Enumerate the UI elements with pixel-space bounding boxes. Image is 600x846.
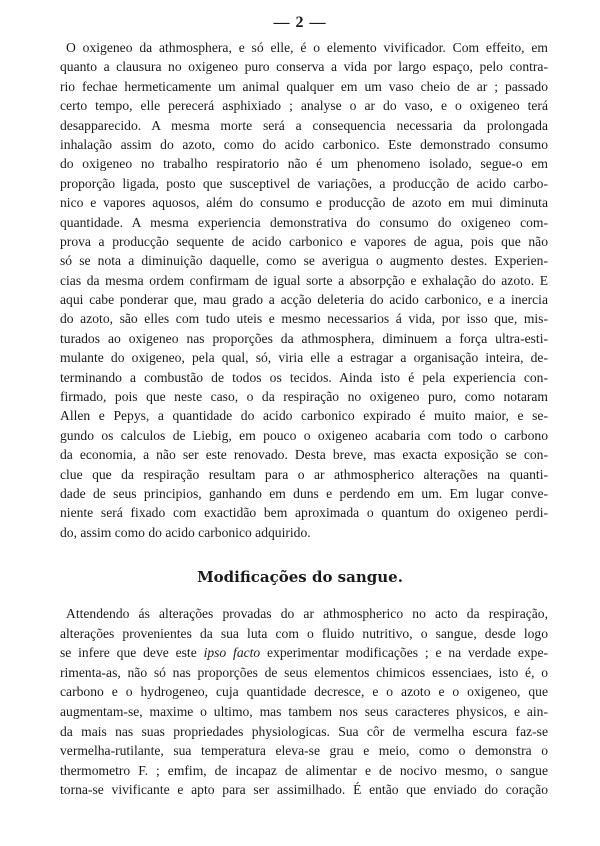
text-line: firmado, pois que neste caso, o da respiração no oxigeneo puro, como notaram — [60, 389, 548, 405]
text-line: do azoto, são elles com tudo uteis e mesmo necessarios á vida, por isso que, mis- — [60, 311, 548, 327]
text-line: proporção ligada, posto que susceptivel de variações, a producção de acido carbo- — [60, 175, 548, 191]
text-line: cias da mesma ordem confirmam de igual sorte a absorpção e exhalação do azoto. E — [60, 272, 548, 288]
text-line: augmentam-se, maxime o ultimo, mas tambem nos seus caracteres physicos, e ain- — [60, 703, 548, 719]
text-line: clue que da respiração resultam para o ar athmospherico alterações na quanti- — [60, 466, 548, 482]
text-line: desapparecido. A mesma morte será a consequencia necessaria da prolongada — [60, 117, 548, 133]
text-line: inhalação assim do azoto, como do acido carbonico. Este demonstrado consumo — [60, 136, 548, 152]
text-line: niente será fixado com exactidão bem aproximada o quantum do oxigeneo perdi- — [60, 505, 548, 521]
text-line: da mais nas suas propriedades physiologicas. Sua côr de vermelha escura faz-se — [60, 723, 548, 739]
text-line: Allen e Pepys, a quantidade do acido carbonico expirado é muito maior, e se- — [60, 408, 548, 424]
text-line: mulante do oxigeneo, pela qual, só, viria elle a estragar a organisação inteira, de- — [60, 350, 548, 366]
paragraph-blood-modifications — [60, 604, 548, 800]
text-line: prova a producção sequente de acido carbonico e vapores de agua, pois que não — [60, 233, 548, 249]
text-line: torna-se vivificante e apto para ser assimilhado. É então que enviado do coração — [60, 782, 548, 798]
text-line: da economia, a não ser este renovado. Desta breve, mas exacta exposição se con- — [60, 447, 548, 463]
text-line: certo tempo, elle perecerá asphixiado ; analyse o ar do vaso, e o oxigeneo terá — [60, 98, 548, 114]
text-line: rimenta-as, não só nas proporções de seus elementos chimicos essenciaes, isto é, o — [60, 664, 548, 680]
page-number: — 2 — — [273, 14, 327, 31]
text-line: gundo os calculos de Liebig, em pouco o oxigeneo acabaria com todo o carbono — [60, 427, 548, 443]
text-line: quantidade. A mesma experiencia demonstrativa do consumo do oxigeneo com- — [60, 214, 548, 230]
text-line: nico e vapores aquosos, além do consumo e producção de azoto em mui diminuta — [60, 195, 548, 211]
text-line: O oxigeneo da athmosphera, e só elle, é o elemento vivificador. Com effeito, em — [66, 40, 548, 55]
text-line: vermelha-rutilante, sua temperatura eleva-se grau e meio, como o demonstra o — [60, 743, 548, 759]
text-line: só se nota a diminuição daquelle, como se averigua o augmento destes. Experien- — [60, 253, 548, 269]
text-line: se infere que deve este ipso facto experimentar modificações ; e na verdade expe- — [60, 645, 548, 661]
text-line: terminando a combustão de todos os tecidos. Ainda isto é pela experiencia con- — [60, 369, 548, 385]
text-line: aqui cabe ponderar que, mau grado a acção deleteria do acido carbonico, e a inercia — [60, 292, 548, 308]
text-line: turados ao oxigeneo nas proporções da athmosphera, diminuem a força ultra-esti- — [60, 330, 548, 346]
text-line: alterações provenientes da sua luta com o fluido nutritivo, o sangue, desde logo — [60, 625, 548, 641]
text-line: quanto a clausura no oxigeneo puro conserva a vida por largo espaço, pelo contra- — [60, 59, 548, 75]
text-line: rio fechae hermeticamente um animal qualquer em um vaso cheio de ar ; passado — [60, 78, 548, 94]
text-line: dade de seus principios, ganhando em duns e perdendo em um. Em lugar conve- — [60, 485, 548, 501]
text-line: do oxigeneo no trabalho respiratorio não é um phenomeno isolado, segue-o em — [60, 156, 548, 172]
italic-latin-phrase: ipso facto — [203, 645, 261, 661]
paragraph-respiration — [60, 38, 548, 542]
text-line: do, assim como do acido carbonico adquirido. — [60, 524, 311, 540]
text-line: Attendendo ás alterações provadas do ar athmospherico no acto da respiração, — [66, 606, 548, 621]
text-line: thermometro F. ; emfim, de incapaz de alimentar e de nocivo mesmo, o sangue — [60, 762, 548, 778]
text-line: carbono e o hydrogeneo, cuja quantidade decresce, e o azoto e o oxigeneo, que — [60, 684, 548, 700]
section-heading: Modificações do sangue. — [197, 568, 403, 586]
